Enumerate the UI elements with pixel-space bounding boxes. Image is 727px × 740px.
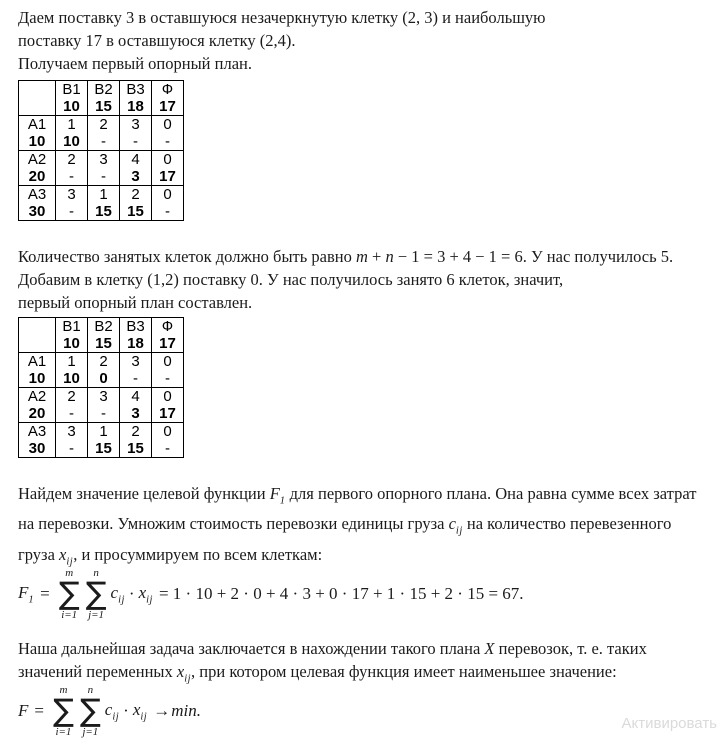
text-line: Количество занятых клеток должно быть равно m + n − 1 = 3 + 4 − 1 = 6. У нас получилось 5. — [18, 247, 674, 266]
var-F1: $F_1$ — [269, 484, 286, 507]
text-line: поставку 17 в оставшуюся клетку (2,4). — [18, 31, 296, 50]
column-header: B3 18 — [120, 81, 152, 116]
table-cell: 3 - — [120, 353, 152, 388]
table-cell: 2 - — [88, 116, 120, 151]
sigma-icon: ∑ — [79, 693, 101, 730]
sigma-icon: ∑ — [58, 575, 80, 612]
table-cell: 3 - — [120, 116, 152, 151]
column-header: B1 10 — [56, 81, 88, 116]
var-xij: $x_{ij}$ — [138, 582, 153, 606]
formula-f1 — [18, 565, 727, 623]
var-F: F — [18, 701, 29, 721]
var-xij: $x_{ij}$ — [132, 699, 148, 723]
var-cij: $c_{ij}$ — [104, 699, 120, 723]
paragraph-occupied-cells — [18, 245, 727, 314]
table-cell: 2 0 — [88, 353, 120, 388]
row-label: A1 10 — [19, 116, 56, 151]
table-cell: 2 15 — [120, 423, 152, 458]
var-xij: $x_{ij}$ — [176, 661, 192, 685]
table-cell: 3 - — [88, 151, 120, 186]
sigma-icon: ∑ — [52, 693, 74, 730]
table-cell: 3 - — [56, 423, 88, 458]
table-cell: 1 10 — [56, 116, 88, 151]
text-line: значений переменных $x_{ij}$, при котором целевая функция имеет наименьшее значение: — [18, 661, 617, 685]
watermark-text: Активировать — [621, 715, 717, 732]
column-header: B2 15 — [88, 318, 120, 353]
min-label: min. — [171, 701, 201, 721]
text-line: Добавим в клетку (1,2) поставку 0. У нас получилось занято 6 клеток, значит, — [18, 270, 564, 289]
paragraph-intro — [18, 6, 727, 75]
text-line: груза $x_{ij}$, и просуммируем по всем клеткам: — [18, 544, 323, 567]
table-cell: 0 - — [152, 423, 184, 458]
corner-cell — [19, 318, 56, 353]
table-cell: 0 - — [152, 353, 184, 388]
text-line: первый опорный план составлен. — [18, 293, 253, 312]
table-cell: 1 10 — [56, 353, 88, 388]
table-cell: 2 - — [56, 151, 88, 186]
table-cell: 1 15 — [88, 423, 120, 458]
table-cell: 3 - — [56, 186, 88, 221]
transport-table-1 — [18, 80, 184, 221]
column-header: B2 15 — [88, 81, 120, 116]
text-line: Найдем значение целевой функции $F_1$ для первого опорного плана. Она равна сумме всех затрат — [18, 484, 697, 507]
table-cell: 0 17 — [152, 388, 184, 423]
multiply-dot: · — [123, 701, 129, 721]
var-xij: $x_{ij}$ — [59, 544, 74, 567]
equals-sign: = — [34, 701, 44, 721]
document-page — [0, 6, 727, 739]
table-cell: 1 15 — [88, 186, 120, 221]
text-line: Получаем первый опорный план. — [18, 54, 252, 73]
paragraph-objective-function — [18, 482, 727, 573]
sum-over-j: n ∑ j=1 — [85, 566, 107, 621]
corner-cell — [19, 81, 56, 116]
table-cell: 3 - — [88, 388, 120, 423]
table-cell: 2 15 — [120, 186, 152, 221]
column-header: B1 10 — [56, 318, 88, 353]
sigma-icon: ∑ — [85, 575, 107, 612]
sum-over-j: n ∑ j=1 — [79, 684, 101, 739]
text-line: Наша дальнейшая задача заключается в нахождении такого плана X перевозок, т. е. таких — [18, 638, 647, 658]
table-cell: 0 17 — [152, 151, 184, 186]
column-header: Ф 17 — [152, 81, 184, 116]
var-m: m — [355, 247, 368, 266]
text-line: на перевозки. Умножим стоимость перевозки единицы груза $c_{ij}$ на количество перевезенного — [18, 514, 672, 537]
table-cell: 0 - — [152, 186, 184, 221]
table-cell: 4 3 — [120, 151, 152, 186]
row-label: A2 20 — [19, 151, 56, 186]
row-label: A1 10 — [19, 353, 56, 388]
column-header: Ф 17 — [152, 318, 184, 353]
var-cij: $c_{ij}$ — [448, 514, 463, 537]
row-label: A3 30 — [19, 423, 56, 458]
var-F1: $F_1$ — [18, 582, 35, 606]
transport-table-2 — [18, 317, 184, 458]
sum-over-i: m ∑ i=1 — [52, 684, 74, 739]
equals-sign: = — [40, 583, 50, 603]
text-line: Даем поставку 3 в оставшуюся незачеркнутую клетку (2, 3) и наибольшую — [18, 8, 546, 27]
var-cij: $c_{ij}$ — [110, 582, 125, 606]
row-label: A3 30 — [19, 186, 56, 221]
multiply-dot: · — [128, 583, 135, 603]
table-cell: 0 - — [152, 116, 184, 151]
var-X: X — [484, 638, 495, 658]
formula-result: = 1 · 10 + 2 · 0 + 4 · 3 + 0 · 17 + 1 · 15 + 2 · 15 = 67. — [158, 583, 524, 603]
column-header: B3 18 — [120, 318, 152, 353]
sum-over-i: m ∑ i=1 — [58, 566, 80, 621]
arrow-icon: → — [153, 701, 171, 721]
table-cell: 2 - — [56, 388, 88, 423]
var-n: n — [385, 247, 394, 266]
row-label: A2 20 — [19, 388, 56, 423]
table-cell: 4 3 — [120, 388, 152, 423]
